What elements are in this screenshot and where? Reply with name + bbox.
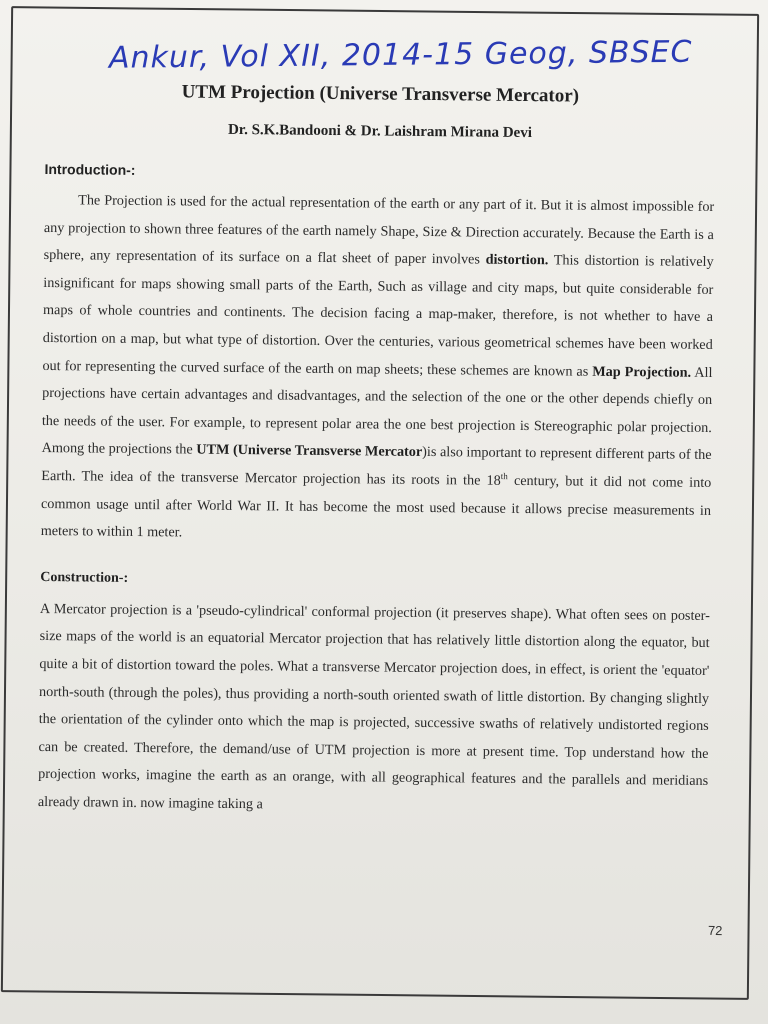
superscript-th: th (500, 470, 508, 482)
bold-term-map-projection: Map Projection. (592, 363, 692, 381)
bold-term-utm: UTM (Universe Transverse Mercator (196, 441, 423, 461)
introduction-paragraph: The Projection is used for the actual representation of the earth or any part of it. But it is almost impossible for any projection to shown three features of the earth namely Shape, Size & Direction accurately. Because the Earth is a sphere, any representation of its surface on a flat sheet of paper involves distortion. This distortion is relatively insignificant for maps showing small parts of the Earth, Such as village and city maps, but quite considerable for maps of whole countries and continents. The decision facing a map-maker, therefore, is not whether to have a distortion on a map, but what type of distortion. Over the centuries, various geometrical schemes have been worked out for representing the curved surface of the earth on map sheets; these schemes are known as Map Projection. All projections have certain advantages and disadvantages, and the selection of the one or the other depends chiefly on the needs of the user. For example, to represent polar area the one best projection is Stereographic polar projection. Among the projections the UTM (Universe Transverse Mercator)is also important to represent different parts of the Earth. The idea of the transverse Mercator projection has its roots in the 18th century, but it did not come into common usage until after World War II. It has become the most used because it allows precise measurements in meters to within 1 meter. (40, 192, 715, 541)
bold-term-distortion: distortion. (485, 251, 549, 269)
introduction-heading: Introduction-: (44, 160, 136, 178)
construction-paragraph: A Mercator projection is a 'pseudo-cylindrical' conformal projection (it preserves shape). What often sees on poster-size maps of the world is an equatorial Mercator projection that has relatively little distortion along the equator, but quite a bit of distortion toward the poles. What a transverse Mercator projection does, in effect, is orient the 'equator' north-south (through the poles), thus providing a north-south oriented swath of little distortion. By changing slightly the orientation of the cylinder onto which the map is projected, successive swaths of relatively undistorted regions can be created. Therefore, the demand/use of UTM projection is more at present time. Top understand how the projection works, imagine the earth as an orange, with all geographical features and the parallels and meridians already drawn in. now imagine taking a (37, 600, 710, 813)
article-authors: Dr. S.K.Bandooni & Dr. Laishram Mirana Devi (227, 121, 532, 142)
construction-heading: Construction-: (40, 569, 129, 586)
page-number: 72 (707, 922, 723, 939)
handwritten-annotation: Ankur, Vol XII, 2014-15 Geog, SBSEC (108, 34, 693, 76)
article-title: UTM Projection (Universe Transverse Mercator) (181, 81, 580, 107)
page-content (38, 30, 716, 823)
